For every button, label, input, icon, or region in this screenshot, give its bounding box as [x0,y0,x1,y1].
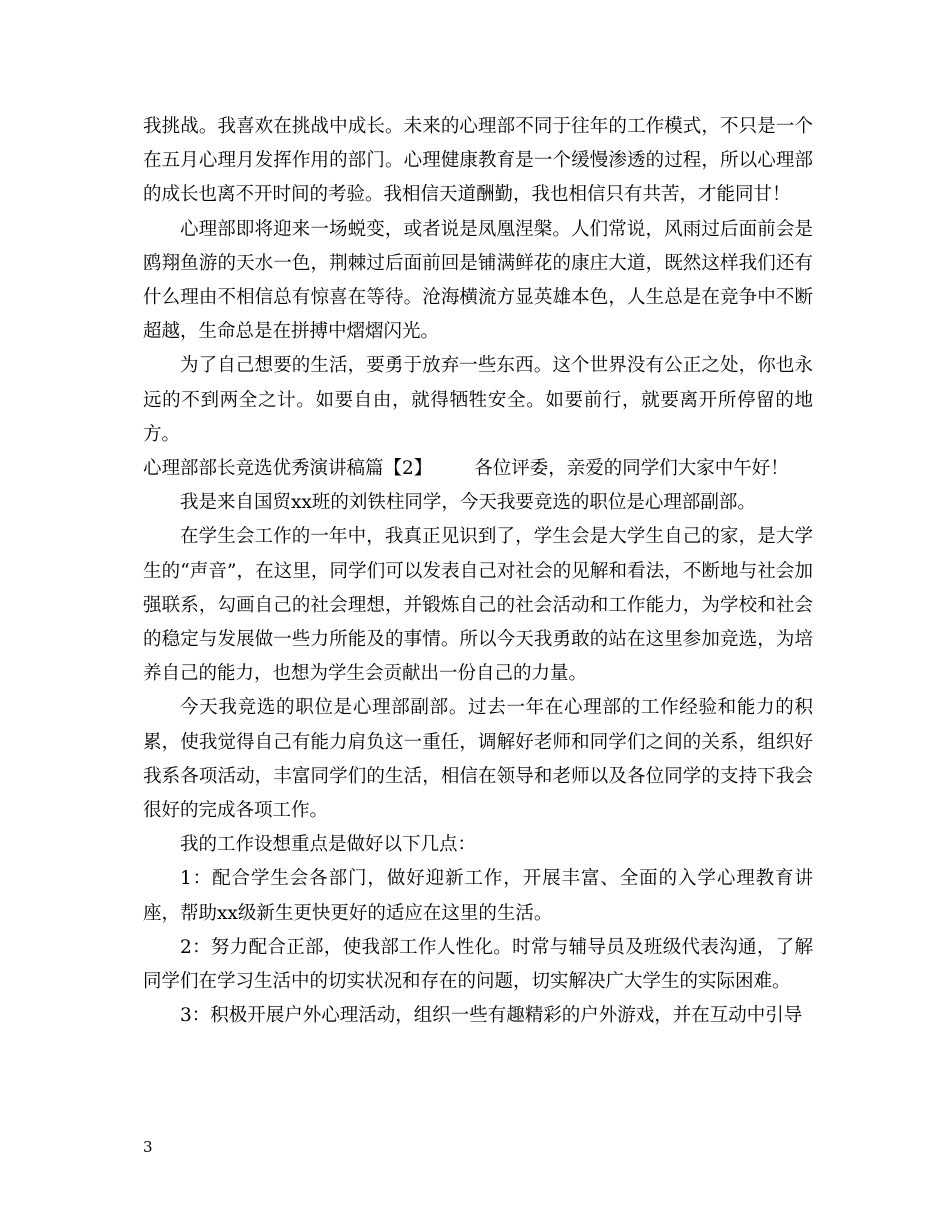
page-number: 3 [143,1138,153,1156]
paragraph-10: 3：积极开展户外心理活动，组织一些有趣精彩的户外游戏，并在互动中引导 [180,1005,803,1027]
paragraph-3: 为了自己想要的生活，要勇于放弃一些东西。这个世界没有公正之处，你也永远的不到两全之计。如要自由，就得牺牲安全。如要前行，就要离开所停留的地方。 [143,355,813,445]
paragraph-2: 心理部即将迎来一场蜕变，或者说是凤凰涅槃。人们常说，风雨过后面前会是鸥翔鱼游的天水一色，荆棘过后面前回是铺满鲜花的康庄大道，既然这样我们还有什么理由不相信总有惊喜在等待。沧海横流方显英雄本色，人生总是在竞争中不断超越，生命总是在拼搏中熠熠闪光。 [143,218,813,343]
paragraph-4: 我是来自国贸xx班的刘铁柱同学，今天我要竞选的职位是心理部副部。 [180,492,756,514]
paragraph-5: 在学生会工作的一年中，我真正见识到了，学生会是大学生自己的家，是大学生的“声音”，在这里，同学们可以发表自己对社会的见解和看法，不断地与社会加强联系，勾画自己的社会理想，并锻炼自己的社会活动和工作能力，为学校和社会的稳定与发展做一些力所能及的事情。所以今天我勇敢的站在这里参加竞选，为培养自己的能力，也想为学生会贡献出一份自己的力量。 [143,526,813,685]
greeting-text: 各位评委，亲爱的同学们大家中午好！ [474,458,789,480]
paragraph-9: 2：努力配合正部，使我部工作人性化。时常与辅导员及班级代表沟通，了解同学们在学习生活中的切实状况和存在的问题，切实解决广大学生的实际困难。 [143,936,813,993]
document-body [143,110,813,1033]
paragraph-8: 1：配合学生会各部门，做好迎新工作，开展丰富、全面的入学心理教育讲座，帮助xx级新生更快更好的适应在这里的生活。 [143,868,813,924]
paragraph-1: 我挑战。我喜欢在挑战中成长。未来的心理部不同于往年的工作模式，不只是一个在五月心理月发挥作用的部门。心理健康教育是一个缓慢渗透的过程，所以心理部的成长也离不开时间的考验。我相信天道酬勤，我也相信只有共苦，才能同甘！ [143,116,813,206]
section-title: 心理部部长竞选优秀演讲稿篇【2】 [143,458,433,480]
paragraph-6: 今天我竞选的职位是心理部副部。过去一年在心理部的工作经验和能力的积累，使我觉得自己有能力肩负这一重任，调解好老师和同学们之间的关系，组织好我系各项活动，丰富同学们的生活，相信在领导和老师以及各位同学的支持下我会很好的完成各项工作。 [143,697,813,822]
section-heading-line [143,452,813,486]
paragraph-7: 我的工作设想重点是做好以下几点： [180,834,477,856]
